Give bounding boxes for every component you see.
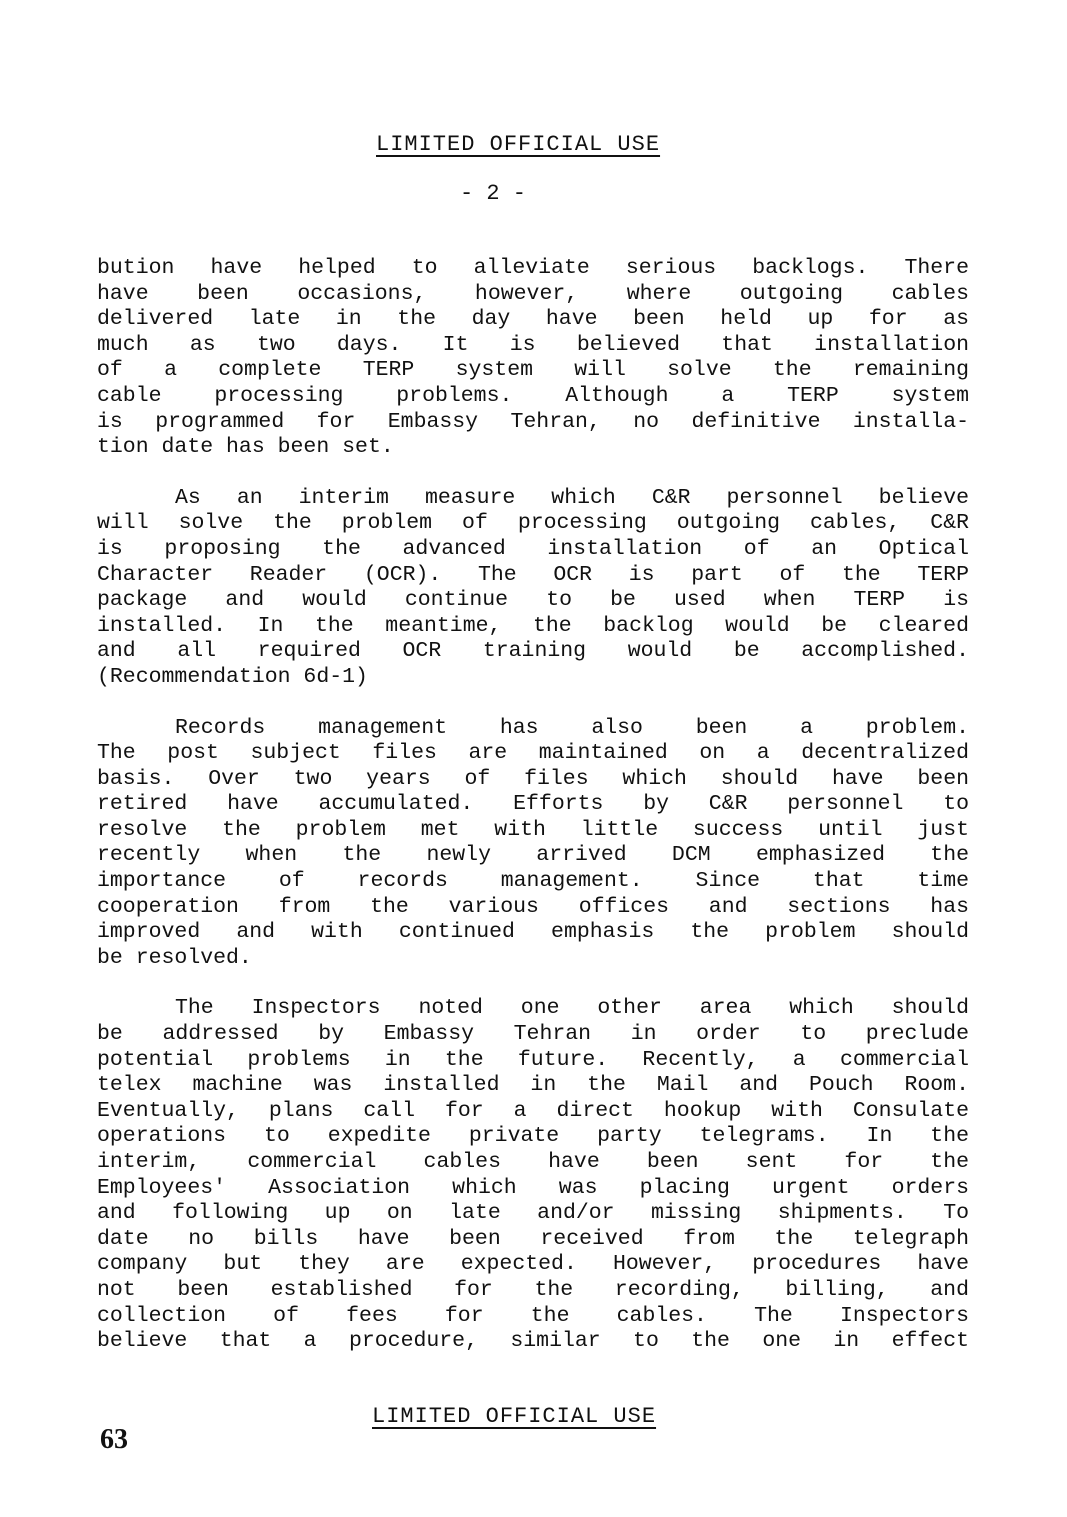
text-line: improved and with continued emphasis the problem should [97, 920, 969, 945]
paragraph-3 [97, 716, 969, 972]
text-line: and all required OCR training would be accomplished. [97, 639, 969, 664]
text-line: Records management has also been a problem. [175, 715, 969, 740]
text-line: collection of fees for the cables. The Inspectors [97, 1303, 969, 1328]
text-line: installed. In the meantime, the backlog would be cleared [97, 613, 969, 638]
text-line: interim, commercial cables have been sent for the [97, 1150, 969, 1174]
text-line: Eventually, plans call for a direct hookup with Consulate [97, 1098, 969, 1123]
text-line: be resolved. [97, 945, 252, 970]
text-line: not been established for the recording, billing, and [97, 1277, 969, 1302]
text-line: cooperation from the various offices and sections has [97, 894, 969, 919]
text-line: company but they are expected. However, procedures have [97, 1252, 969, 1277]
text-line: cable processing problems. Although a TERP system [97, 383, 969, 408]
text-line: bution have helped to alleviate serious backlogs. There [97, 256, 969, 280]
text-line: The post subject files are maintained on a decentralized [97, 741, 969, 766]
text-line: As an interim measure which C&R personnel believe [175, 485, 969, 510]
text-line: importance of records management. Since that time [97, 869, 969, 894]
text-line: have been occasions, however, where outgoing cables [97, 281, 969, 306]
text-line: recently when the newly arrived DCM emphasized the [97, 843, 969, 868]
page-number: - 2 - [460, 181, 527, 206]
text-line: retired have accumulated. Efforts by C&R personnel to [97, 792, 969, 817]
text-line: resolve the problem met with little success until just [97, 817, 969, 842]
text-line: much as two days. It is believed that installation [97, 332, 969, 357]
text-line: believe that a procedure, similar to the one in effect [97, 1329, 969, 1354]
text-line: of a complete TERP system will solve the remaining [97, 358, 969, 383]
text-line: is proposing the advanced installation of an Optical [97, 536, 969, 561]
text-line: operations to expedite private party telegrams. In the [97, 1124, 969, 1149]
text-line: is programmed for Embassy Tehran, no definitive installa- [97, 409, 969, 434]
text-line: delivered late in the day have been held up for as [97, 307, 969, 332]
text-line: Employees' Association which was placing urgent orders [97, 1175, 969, 1200]
text-line: basis. Over two years of files which should have been [97, 766, 969, 791]
classification-footer: LIMITED OFFICIAL USE [372, 1404, 657, 1429]
text-line: The Inspectors noted one other area which should [175, 996, 969, 1021]
paragraph-4 [97, 996, 969, 1354]
text-line: tion date has been set. [97, 435, 394, 460]
text-line: telex machine was installed in the Mail and Pouch Room. [97, 1073, 969, 1098]
text-line: and following up on late and/or missing shipments. To [97, 1201, 969, 1226]
text-line: date no bills have been received from the telegraph [97, 1226, 969, 1251]
text-line: potential problems in the future. Recently, a commercial [97, 1047, 969, 1072]
text-line: be addressed by Embassy Tehran in order to preclude [97, 1022, 969, 1047]
classification-header: LIMITED OFFICIAL USE [376, 132, 661, 157]
text-line: Character Reader (OCR). The OCR is part of the TERP [97, 562, 969, 587]
text-line: package and would continue to be used when TERP is [97, 588, 969, 613]
folio-number: 63 [100, 1424, 128, 1455]
paragraph-2 [97, 486, 969, 691]
paragraph-1 [97, 256, 969, 461]
text-line: (Recommendation 6d-1) [97, 664, 368, 689]
text-line: will solve the problem of processing outgoing cables, C&R [97, 511, 969, 536]
body-text [97, 256, 969, 1380]
